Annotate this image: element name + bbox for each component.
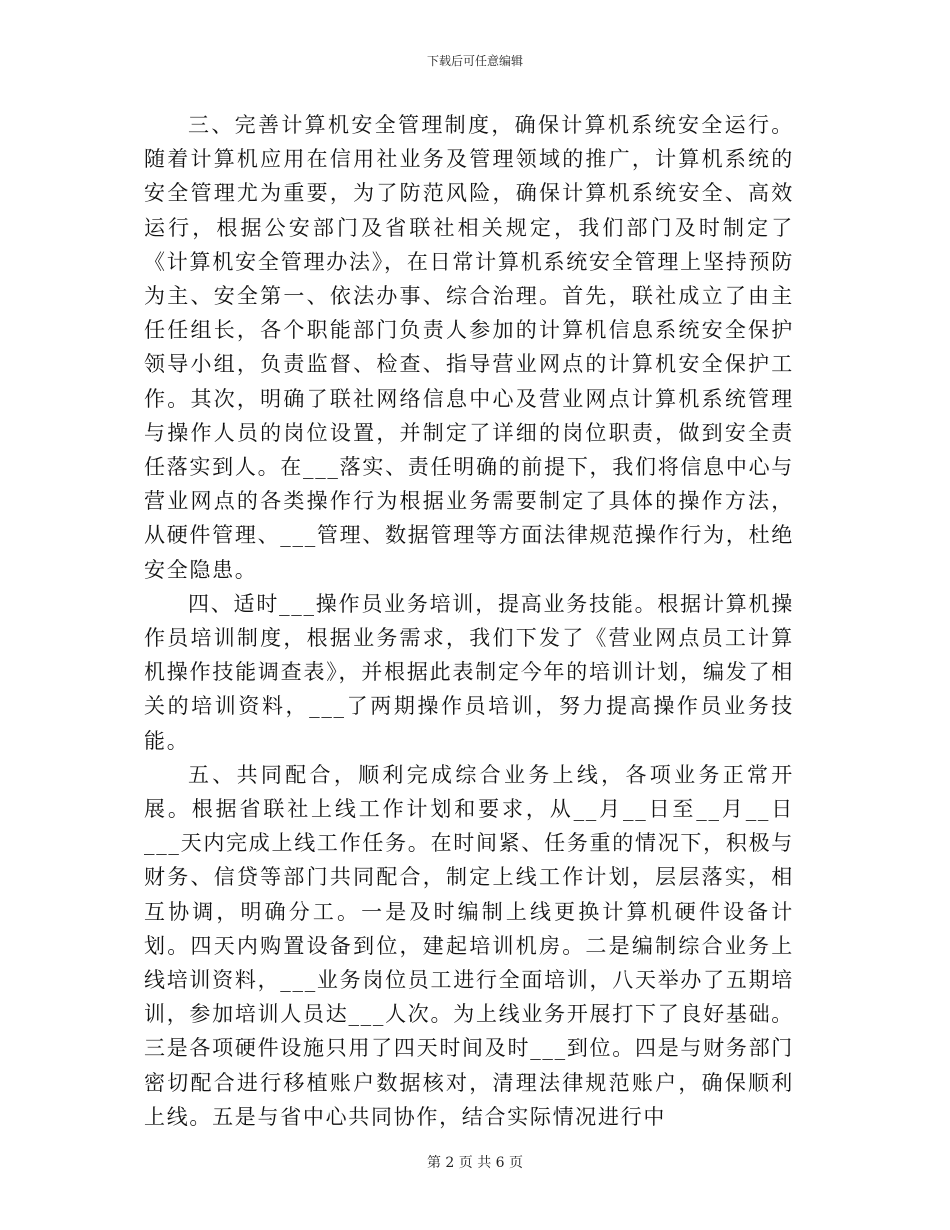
page-header: 下载后可任意编辑 bbox=[426, 54, 523, 68]
paragraph-section-4: 四、适时___操作员业务培训，提高业务技能。根据计算机操作员培训制度，根据业务需求，我们下发了《营业网点员工计算机操作技能调查表》，并根据此表制定今年的培训计划，编发了相关的培训资料，___了两期操作员培训，努力提高操作员业务技能。 bbox=[144, 591, 794, 753]
paragraph-section-3: 三、完善计算机安全管理制度，确保计算机系统安全运行。随着计算机应用在信用社业务及管理领域的推广，计算机系统的安全管理尤为重要，为了防范风险，确保计算机系统安全、高效运行，根据公安部门及省联社相关规定，我们部门及时制定了《计算机安全管理办法》，在日常计算机系统安全管理上坚持预防为主、安全第一、依法办事、综合治理。首先，联社成立了由主任任组长，各个职能部门负责人参加的计算机信息系统安全保护领导小组，负责监督、检查、指导营业网点的计算机安全保护工作。其次，明确了联社网络信息中心及营业网点计算机系统管理与操作人员的岗位设置，并制定了详细的岗位职责，做到安全责任落实到人。在___落实、责任明确的前提下，我们将信息中心与营业网点的各类操作行为根据业务需要制定了具体的操作方法，从硬件管理、___管理、数据管理等方面法律规范操作行为，杜绝安全隐患。 bbox=[144, 113, 794, 582]
document-body bbox=[144, 108, 794, 1134]
paragraph-section-5: 五、共同配合，顺利完成综合业务上线，各项业务正常开展。根据省联社上线工作计划和要求，从__月__日至__月__日___天内完成上线工作任务。在时间紧、任务重的情况下，积极与财务、信贷等部门共同配合，制定上线工作计划，层层落实，相互协调，明确分工。一是及时编制上线更换计算机硬件设备计划。四天内购置设备到位，建起培训机房。二是编制综合业务上线培训资料，___业务岗位员工进行全面培训，八天举办了五期培训，参加培训人员达___人次。为上线业务开展打下了良好基础。三是各项硬件设施只用了四天时间及时___到位。四是与财务部门密切配合进行移植账户数据核对，清理法律规范账户，确保顺利上线。五是与省中心共同协作，结合实际情况进行中 bbox=[144, 762, 794, 1129]
page-footer: 第 2 页 共 6 页 bbox=[426, 1155, 524, 1171]
